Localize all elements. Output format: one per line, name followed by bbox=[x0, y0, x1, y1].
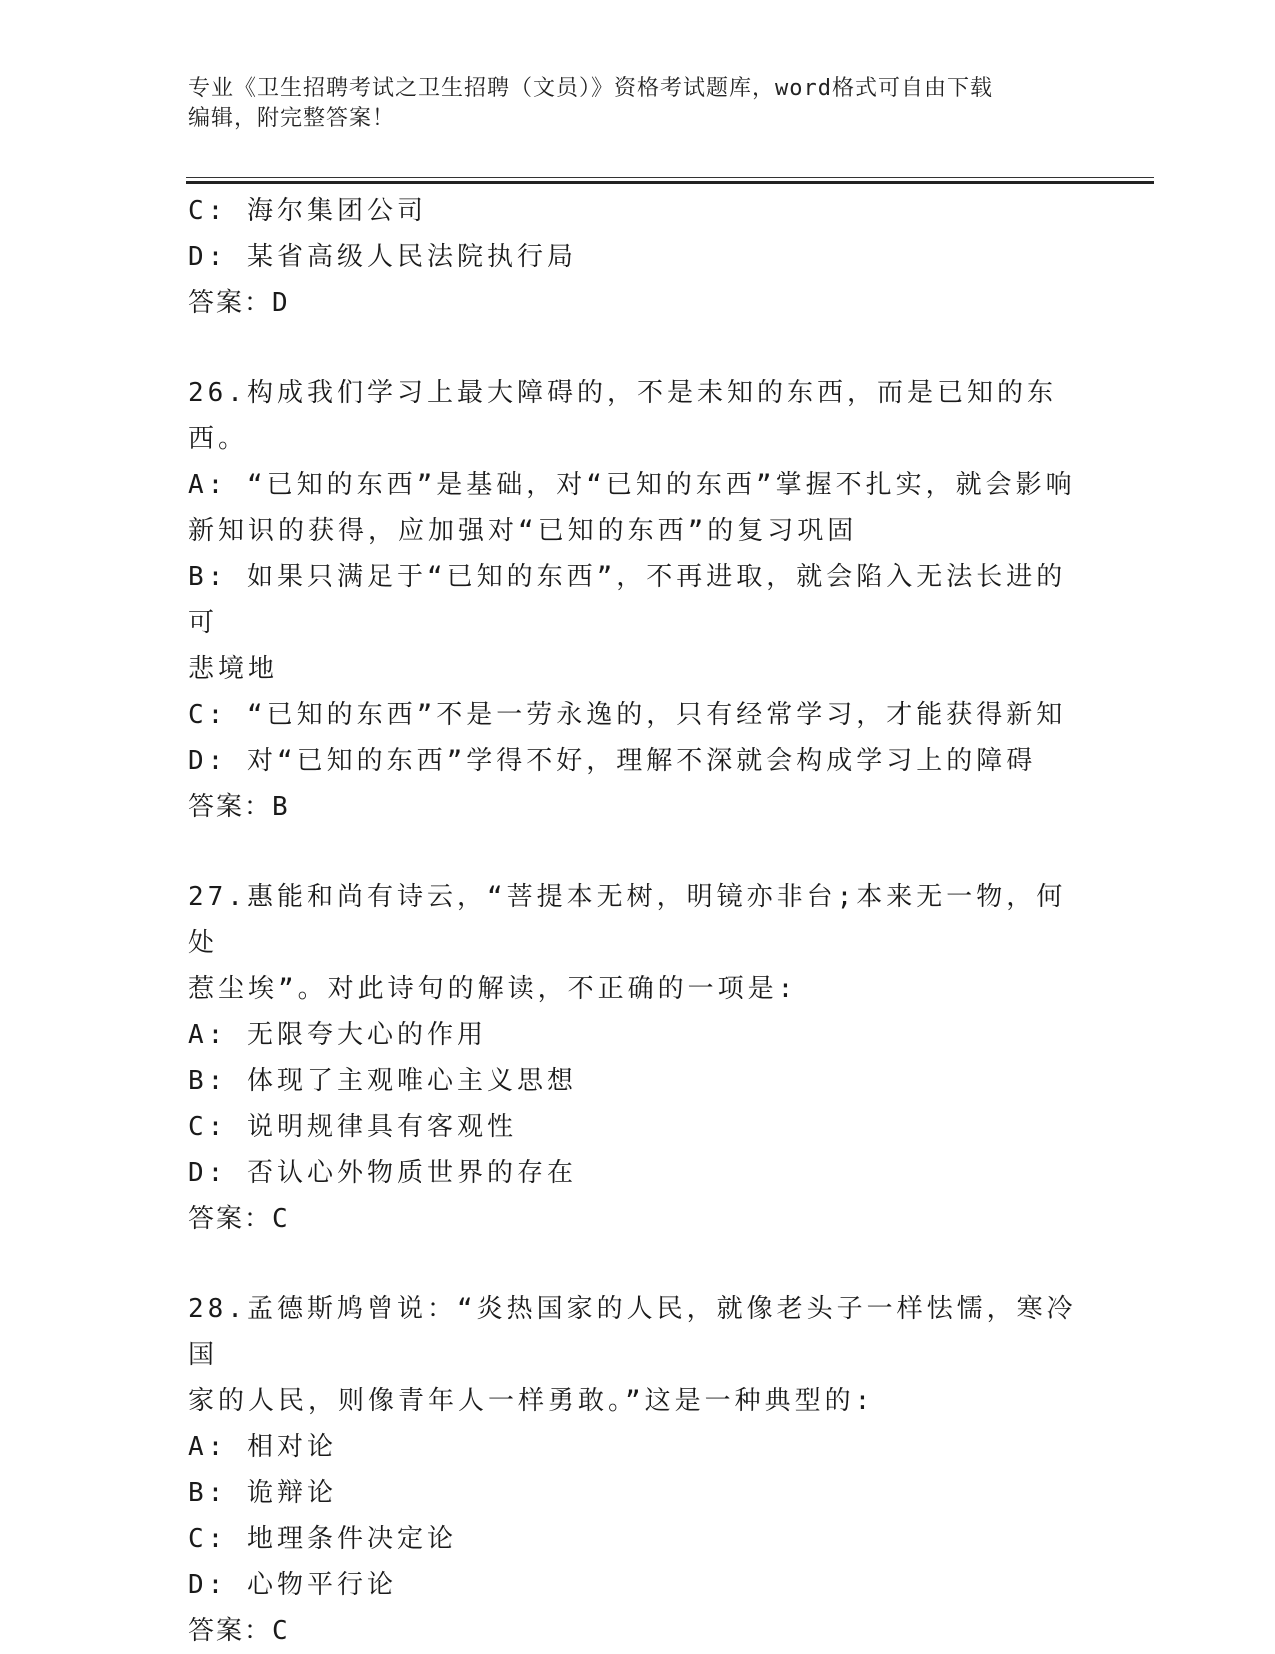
option-d: D: 否认心外物质世界的存在 bbox=[188, 1158, 577, 1188]
option-d: D: 对“已知的东西”学得不好，理解不深就会构成学习上的障碍 bbox=[188, 746, 1037, 776]
option-a: A: “已知的东西”是基础，对“已知的东西”掌握不扎实，就会影响 bbox=[188, 470, 1076, 500]
question-stem: 27.惠能和尚有诗云，“菩提本无树，明镜亦非台;本来无一物，何处 bbox=[188, 882, 1067, 958]
option-c: C: “已知的东西”不是一劳永逸的，只有经常学习，才能获得新知 bbox=[188, 700, 1067, 730]
option-b-continued: 悲境地 bbox=[188, 654, 279, 684]
answer-line bbox=[188, 1196, 1088, 1242]
answer-value: B bbox=[272, 792, 288, 822]
question-list bbox=[188, 188, 1088, 1654]
answer-label: 答案： bbox=[188, 792, 273, 822]
question-25-continued bbox=[188, 188, 1088, 326]
answer-value: C bbox=[272, 1616, 288, 1646]
question-stem: 26.构成我们学习上最大障碍的，不是未知的东西，而是已知的东西。 bbox=[188, 378, 1057, 454]
option-d: D: 心物平行论 bbox=[188, 1570, 397, 1600]
option-d: D: 某省高级人民法院执行局 bbox=[188, 242, 577, 272]
header-line-1: 专业《卫生招聘考试之卫生招聘（文员）》资格考试题库，word格式可自由下载 bbox=[188, 76, 993, 101]
header-divider-thick bbox=[186, 181, 1154, 184]
answer-label: 答案： bbox=[188, 288, 273, 318]
option-b: B: 体现了主观唯心主义思想 bbox=[188, 1066, 577, 1096]
header-divider-thin bbox=[186, 177, 1154, 178]
document-header bbox=[188, 74, 1068, 134]
answer-line bbox=[188, 280, 1088, 326]
question-27 bbox=[188, 874, 1088, 1242]
option-c: C: 海尔集团公司 bbox=[188, 196, 427, 226]
option-a: A: 相对论 bbox=[188, 1432, 337, 1462]
option-c: C: 说明规律具有客观性 bbox=[188, 1112, 517, 1142]
question-28 bbox=[188, 1286, 1088, 1654]
option-b: B: 诡辩论 bbox=[188, 1478, 337, 1508]
answer-line bbox=[188, 784, 1088, 830]
question-stem-continued: 家的人民，则像青年人一样勇敢。”这是一种典型的: bbox=[188, 1386, 875, 1416]
question-stem-continued: 惹尘埃”。对此诗句的解读，不正确的一项是: bbox=[188, 974, 798, 1004]
answer-label: 答案： bbox=[188, 1616, 273, 1646]
option-a: A: 无限夸大心的作用 bbox=[188, 1020, 487, 1050]
option-b: B: 如果只满足于“已知的东西”，不再进取，就会陷入无法长进的可 bbox=[188, 562, 1067, 638]
option-c: C: 地理条件决定论 bbox=[188, 1524, 457, 1554]
question-stem: 28.孟德斯鸠曾说：“炎热国家的人民，就像老头子一样怯懦，寒冷国 bbox=[188, 1294, 1077, 1370]
option-a-continued: 新知识的获得，应加强对“已知的东西”的复习巩固 bbox=[188, 516, 858, 546]
answer-value: C bbox=[272, 1204, 288, 1234]
answer-line bbox=[188, 1608, 1088, 1654]
answer-value: D bbox=[272, 288, 288, 318]
header-line-2: 编辑，附完整答案！ bbox=[188, 106, 396, 131]
answer-label: 答案： bbox=[188, 1204, 273, 1234]
question-26 bbox=[188, 370, 1088, 830]
